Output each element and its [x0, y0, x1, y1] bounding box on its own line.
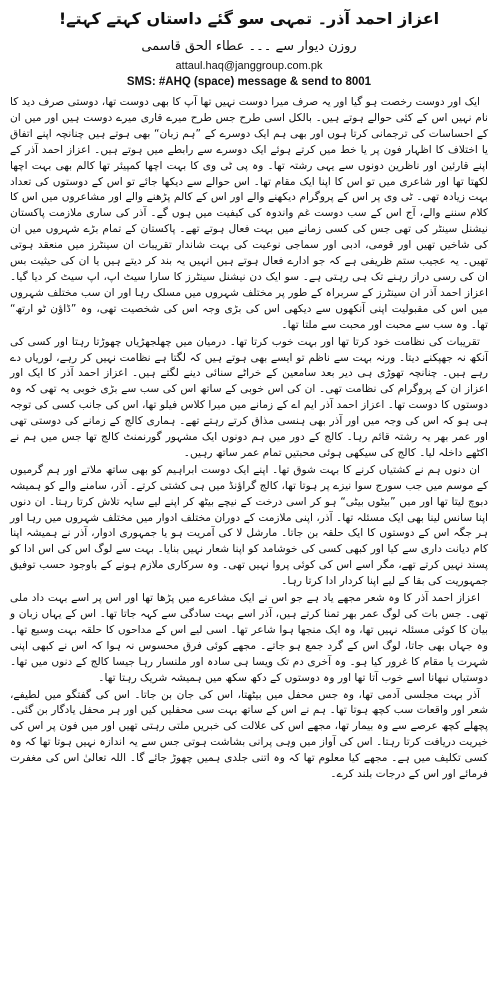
article-paragraph: ایک اور دوست رخصت ہو گیا اور یہ صرف میرا دوست نہیں تھا آپ کا بھی دوست تھا، دوستی صرف دید کا نام نہیں اس کے کئی حوالے ہوتے ہیں۔ بالکل اسی طرح جس طرح میرے قاری میرے دوست ہیں اور میں ان کے احساسات کی ترجمانی کرتا ہوں اور بھی ہم ایک دوسرے کے ”ہم زبان“ بھی ہوتے ہیں چنانچہ اپنے اتفاق یا اختلاف کا اظہار فون پر یا خط میں کرتے ہوئے ایک دوسرے سے رابطے میں ہوتے ہیں۔ اعزاز احمد آذر کے اپنے قارئین اور ناظرین دونوں سے یہی رشتہ تھا۔ وہ پی ٹی وی کا بہت اچھا کمپیئر تھا کالم بھی بہت اچھا لکھتا تھا اور شاعری میں تو اس کا اپنا ایک مقام تھا۔ اس حوالے سے دیکھا جائے تو اس کے دوستوں کی تعداد بہت زیادہ تھی۔ ٹی وی پر اس کے پروگرام دیکھنے والے اور اس کے کالم پڑھنے والے اور مشاعروں میں اس کا کلام سننے والے، آج اس کے سب دوست غم واندوہ کی کیفیت میں ہوں گے۔ آذر کی ساری ملازمت پاکستان نیشنل سینٹر کی تھی جس کی کسی زمانے میں بہت فعال ہوتے تھے۔ پاکستان کے تمام بڑے شہروں میں ان کی شاخیں تھیں اور قومی، ادبی اور سماجی نوعیت کی بہت شاندار تقریبات ان سینٹرز میں منعقد ہوتی تھیں۔ یہ عجیب ستم ظریفی ہے کہ جو ادارے فعال ہوتے ہیں انہیں یہ بند کر دیتے ہیں یا ان کی حیثیت بس ان کی رسی دراز رہنے تک ہی رہتی ہے۔ سو ایک دن نیشنل سینٹرز کا سارا سیٹ اپ، اپ سیٹ کر دیا گیا۔ اعزاز احمد آذر ان سینٹرز کے سربراہ کے طور پر مختلف شہروں میں مسلک رہا اور ان سب مختلف شہروں میں اس کی مقبولیت اپنی آنکھوں سے دیکھی اس کی بڑی وجہ اس کی شخصیت تھی، وہ ”ڈاؤن ٹو ارتھ“ تھا۔ وہ سب سے محبت اور محبت سے ملتا تھا۔ [10, 96, 488, 331]
article-body [10, 95, 488, 783]
article-paragraph: تقریبات کی نظامت خود کرتا تھا اور بہت خوب کرتا تھا۔ درمیان میں چھلجھڑیاں چھوڑتا رہتا اور کسی کی آنکھ نہ جھپکنے دیتا۔ ورنہ بہت سے ناظم تو ایسے بھی ہوتے ہیں کہ لگتا ہے نظامت نہیں کر رہے، لوریاں دے رہے ہیں۔ چنانچہ تھوڑی ہی دیر بعد سامعین کے خراٹے سنائی دینے لگتے ہیں۔ اعزاز احمد آذر کا ایک اور اعزاز ان کے پروگرام کی نظامت تھی۔ ان کی اس خوبی کے ساتھ اس کی سب سے بڑی خوبی یہ تھی کہ وہ دوستوں کا دوست تھا۔ اعزاز احمد آذر ایم اے کے زمانے میں میرا کلاس فیلو تھا، اس کی جانب کسی کی توجہ ہی ہو کہ اس کی وجہ میں اور آذر بھی ہنسی مذاق کرتے رہتے تھے۔ ہماری کالج کے زمانے کی دوستی تھی اور عمر بھر یہ رشتہ قائم رہا۔ کالج کے دور میں ہم دونوں ایک مشہور گورنمنٹ کالج تھا جس میں ہم نے اکٹھے داخلہ لیا۔ کالج کی سیکھی ہوئی محبتیں تمام عمر ساتھ رہیں۔ [10, 335, 488, 459]
article-paragraph: آذر بہت مجلسی آدمی تھا، وہ جس محفل میں بیٹھتا، اس کی جان بن جاتا۔ اس کی گفتگو میں لطیفے، شعر اور واقعات سب کچھ ہوتا تھا۔ ہم نے اس کے ساتھ بہت سی محفلیں کیں اور ہر محفل یادگار بن گئی۔ پچھلے کچھ عرصے سے وہ بیمار تھا، مجھے اس کی علالت کی خبریں ملتی رہتی تھیں اور میں فون پر اس کی خیریت دریافت کرتا رہتا۔ اس کی آواز میں وہی پرانی بشاشت ہوتی جس سے یہ اندازہ نہیں ہوتا تھا کہ وہ کسی تکلیف میں ہے۔ مجھے کیا معلوم تھا کہ وہ اتنی جلدی ہمیں چھوڑ جائے گا۔ اللہ تعالیٰ اس کی مغفرت فرمائے اور اس کے درجات بلند کرے۔ [10, 688, 488, 781]
column-byline: روزن دیوار سے ۔۔۔ عطاء الحق قاسمی [141, 39, 357, 54]
article-paragraph: اعزاز احمد آذر کا وہ شعر مجھے یاد ہے جو اس نے ایک مشاعرے میں پڑھا تھا اور اس پر اسے بہت داد ملی تھی۔ جس بات کی لوگ عمر بھر تمنا کرتے ہیں، آذر اسے بہت سادگی سے کہہ جاتا تھا۔ اس کے یہاں زبان و بیان کا کوئی مسئلہ نہیں تھا، وہ ایک منجھا ہوا شاعر تھا۔ اسی لیے اس کے مداحوں کا حلقہ بہت وسیع تھا۔ وہ جہاں بھی جاتا، لوگ اس کے گرد جمع ہو جاتے۔ مجھے کوئی فرق محسوس نہ ہوا کہ اس نے کبھی اپنی شہرت یا مقام کا غرور کیا ہو۔ وہ آخری دم تک ویسا ہی سادہ اور ملنسار رہا جیسا کالج کے دنوں میں تھا۔ دوستیاں نبھانا اسے خوب آتا تھا اور وہ دوستوں کے دکھ سکھ میں ہمیشہ شریک رہتا تھا۔ [10, 592, 488, 684]
article-title: اعزاز احمد آذر۔ تمہی سو گئے داستاں کہتے کہتے! [58, 9, 440, 28]
article-paragraph: ان دنوں ہم نے کشتیاں کرنے کا بہت شوق تھا۔ اپنے ایک دوست ابراہیم کو بھی ساتھ ملاتے اور ہم گرمیوں کے موسم میں جب سورج سوا نیزے پر ہوتا تھا، کالج گراؤنڈ میں ہی کشتی کرتے۔ آذر، سامنے والے کو ہمیشہ دبوچ لیتا تھا اور میں ”بیٹوں بیٹی“ ہو کر اسی درخت کے نیچے بیٹھ کر اپنے لیے سایہ تلاش کرتا رہتا۔ ان دنوں اپنا سانس لینا بھی ایک مسئلہ تھا۔ آذر، اپنی ملازمت کے دوران مختلف ادوار میں مختلف شہروں میں رہا اور ہر جگہ اس کے دوستوں کا ایک حلقہ بن جاتا۔ مارشل لا کی آمریت ہو یا جمہوری ادوار، آذر نے ہمیشہ اپنا کام دیانت داری سے کیا اور کبھی کسی کی خوشامد کو اپنا شعار نہیں بنایا۔ بہت سے لوگ اس کی اس ادا کو پسند نہیں کرتے تھے، مگر اسے اس کی کوئی پروا نہیں تھی۔ وہ سرکاری ملازم ہونے کے باوجود حسب توفیق جمہوریت کی بقا کے لیے اپنا کردار ادا کرتا رہا۔ [10, 463, 488, 588]
author-email: attaul.haq@janggroup.com.pk [175, 60, 323, 72]
sms-instruction: SMS: #AHQ (space) message & send to 8001 [126, 76, 372, 88]
article-header [10, 8, 488, 91]
